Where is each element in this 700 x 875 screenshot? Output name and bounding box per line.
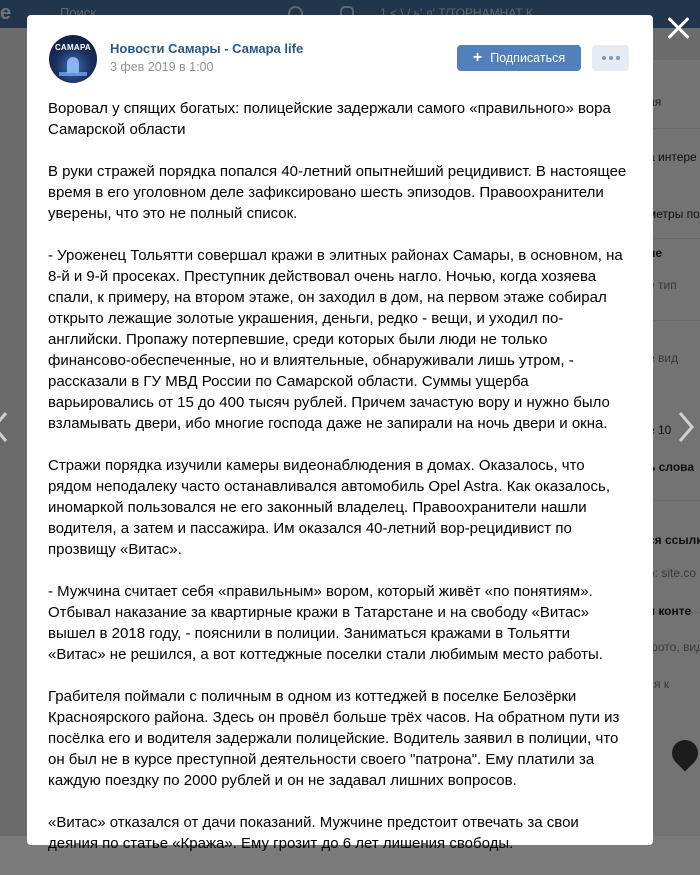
post-paragraph: Грабителя поймали с поличным в одном из коттеджей в поселке Белозёрки Красноярского района. Здесь он провёл больше трёх часов. На обратном пути из посёлка его и водителя задержали полицейские. Водитель заявил в полиции, что он был не в курсе преступной деятельности своего "патрона". Ему платили за каждую поездку по 2000 рублей и он не задавал лишних вопросов. [48, 688, 620, 789]
chevron-right-icon[interactable] [676, 410, 696, 444]
post-body [48, 98, 630, 875]
post-title: Воровал у спящих богатых: полицейские задержали самого «правильного» вора Самарской области [48, 100, 611, 138]
group-name-link[interactable]: Новости Самары - Самара life [110, 41, 304, 56]
chevron-left-icon[interactable] [0, 410, 10, 444]
more-options-button[interactable] [592, 45, 629, 71]
subscribe-button-label: Подписаться [490, 51, 566, 65]
post-header [49, 35, 631, 91]
post-modal [27, 15, 653, 852]
post-paragraph: «Витас» отказался от дачи показаний. Мужчине предстоит отвечать за свои деяния по статье «Кража». Ему грозит до 6 лет лишения свободы. [48, 814, 579, 852]
post-paragraph: - Уроженец Тольятти совершал кражи в элитных районах Самары, в основном, на 8-й и 9-й просеках. Преступник действовал очень нагло. Ночью, когда хозяева спали, к примеру, на втором этаже, он заходил в дом, на первом этаже собирал открыто лежащие золотые украшения, деньги, редко - вещи, и уходил по-английски. Пропажу потерпевшие, среди которых были люди не только финансово-обеспеченные, но и влиятельные, обнаруживали лишь утром, - рассказали в ГУ МВД России по Самарской области. Суммы ущерба варьировались от 15 до 400 тысяч рублей. Причем зачастую вору и нужно было взламывать двери, ибо многие господа даже не запирали на ночь двери и окна. [48, 247, 623, 432]
post-paragraph: - Мужчина считает себя «правильным» вором, который живёт «по понятиям». Отбывал наказание за квартирные кражи в Татарстане и на свободу «Витас» вышел в 2018 году, - пояснили в полиции. Заниматься кражами в Тольятти «Витас» не решился, а вот коттеджные поселки стали любимым место работы. [48, 583, 603, 663]
close-icon[interactable] [664, 14, 692, 42]
group-avatar[interactable] [49, 35, 97, 83]
post-date-link[interactable]: 3 фев 2019 в 1:00 [110, 60, 214, 74]
more-dots-icon [602, 56, 620, 60]
post-paragraph: В руки стражей порядка попался 40-летний опытнейший рецидивист. В настоящее время в его уголовном деле зафиксировано шесть эпизодов. Правоохранители уверены, что это не полный список. [48, 163, 627, 222]
building-icon [67, 57, 79, 73]
subscribe-button[interactable] [457, 45, 581, 71]
post-paragraph: Стражи порядка изучили камеры видеонаблюдения в домах. Оказалось, что рядом неподалеку часто останавливался автомобиль Opel Astra. Как оказалось, иномаркой пользовался не его законный владелец. Правоохранители нашли водителя, а затем и пассажира. Им оказался 40-летний вор-рецидивист по прозвищу «Витас». [48, 457, 610, 558]
avatar-decoration [59, 72, 87, 76]
plus-icon: + [472, 49, 483, 66]
avatar-logo-text: САМАРА [54, 43, 91, 52]
